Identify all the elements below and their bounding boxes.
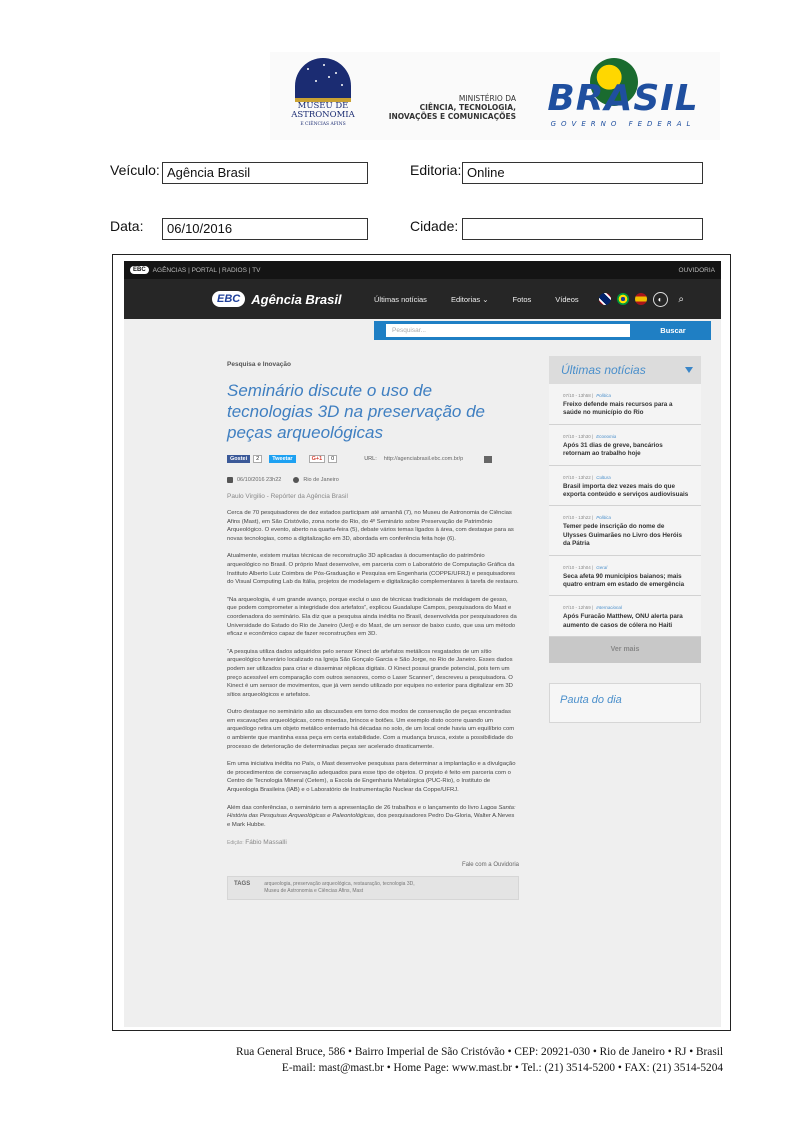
top-links[interactable]: AGÊNCIAS | PORTAL | RADIOS | TV	[152, 266, 261, 274]
museum-name: MUSEU DE ASTRONOMIA	[291, 101, 355, 120]
veiculo-field[interactable]: Agência Brasil	[162, 162, 368, 184]
data-label: Data:	[110, 218, 144, 234]
article-paragraph: “A pesquisa utiliza dados adquiridos pelo sensor Kinect de artefatos metálicos resgatados de um sítio arqueológico funerário localizado na Igreja São Gonçalo Garcia e São Jorge, no Rio de Janeiro. Esses dados podem ser utilizados para criar e disseminar réplicas digitais. O Kinect possui grande potencial, pois tem um preço acessível em comparação com outros sensores, como o Laser Scanner”, descreveu a pesquisadora. O Kinect é um sensor de movimentos, que já vem sendo utilizado por equipes no exterior para digitalizar em 3D sítios arqueológicos e artefatos.	[227, 648, 513, 698]
nav-editorias[interactable]: Editorias ⌄	[450, 294, 489, 304]
news-title[interactable]: Temer pede inscrição do nome de Ulysses Guimarães no Livro dos Heróis da Pátria	[563, 523, 682, 548]
latest-news-header	[549, 356, 701, 384]
article-section[interactable]: Pesquisa e Inovação	[227, 361, 291, 368]
article-paragraph: “Na arqueologia, é um grande avanço, porque exclui o uso de técnicas tradicionais de moldagem de gesso, que podem comprometer a integridade dos artefatos”, explicou Guadalupe Campos, pesquisadora do Mast e coordenadora do seminário. Ela diz que a pesquisa ainda inédita no Brasil, desenvolvida por pesquisadores da Universidade do Estado do Rio de Janeiro (Uerj) e do Mast, de um sensor de baixo custo, que usa um método eficaz e econômico capaz de fazer reconstruções em 3D.	[227, 596, 517, 638]
top-bar	[124, 261, 721, 279]
url-label: URL:	[364, 456, 377, 462]
agencia-brasil-page	[124, 261, 721, 1027]
uk-flag-icon[interactable]	[599, 293, 611, 305]
search-bar	[374, 321, 711, 340]
nav-icons	[599, 292, 689, 307]
article-paragraph: Atualmente, existem muitas técnicas de reconstrução 3D aplicadas à documentação do patrimônio arqueológico no Brasil. O próprio Mast desenvolve, em parceria com o Laboratório de Computação Gráfica da Instituto Alberto Luiz Coimbra de Pós-Graduação e Pesquisa em Engenharia (COPPE/UFRJ) e pesquisadores do Visual Computing Lab da Itália, projetos de modelagem e digitalização complementares à tarefa de restauro.	[227, 553, 519, 586]
cidade-field[interactable]	[462, 218, 703, 240]
search-row	[124, 319, 721, 341]
calendar-icon	[227, 477, 233, 483]
google-plus-button[interactable]: G+1	[309, 455, 326, 463]
nav-ultimas-noticias[interactable]: Últimas notícias	[374, 294, 427, 304]
location-icon	[293, 477, 299, 483]
veiculo-label: Veículo:	[110, 162, 160, 178]
print-icon[interactable]	[484, 456, 492, 463]
search-icon[interactable]: ⌕	[678, 293, 684, 305]
brasil-governo-logo: BRASIL GOVERNO FEDERAL	[538, 56, 708, 136]
news-title[interactable]: Após 31 dias de greve, bancários retornam ao trabalho hoje	[563, 441, 663, 458]
latest-news-title: Últimas notícias	[561, 363, 646, 377]
article-paragraph: Em uma iniciativa inédita no País, o Mast desenvolve pesquisas para determinar a implantação e a divulgação de procedimentos de conservação adequados para esse tipo de objetos. O projeto é feito em parceria com o Centro de Tecnologia Mineral (Cetem), a Escola de Engenharia Metalúrgica (PUC-Rio), o Instituto de Arqueologia Brasileira (IAB) e o Laboratório de Instrumentação Nuclear da Coppe/UFRJ.	[227, 761, 516, 794]
ouvidoria-link[interactable]: OUVIDORIA	[678, 266, 715, 274]
news-title[interactable]: Seca afeta 90 municípios baianos; mais quatro entram em estado de emergência	[563, 572, 685, 589]
filter-icon[interactable]	[685, 367, 693, 373]
news-item[interactable]: 07/10 - 13h04 | Geral Seca afeta 90 municípios baianos; mais quatro entram em estado de emergência	[549, 556, 701, 597]
news-title[interactable]: Brasil importa dez vezes mais do que exporta conteúdo e serviços audiovisuais	[563, 482, 689, 499]
article-headline: Seminário discute o uso de tecnologias 3D na preservação de peças arqueológicas	[227, 381, 485, 442]
ebc-logo: EBC	[212, 291, 245, 307]
google-plus-count: 0	[328, 455, 337, 463]
news-title[interactable]: Após Furacão Matthew, ONU alerta para aumento de casos de cólera no Haiti	[563, 613, 683, 629]
search-button[interactable]: Buscar	[660, 326, 686, 335]
facebook-like-button[interactable]: Gostei	[227, 455, 250, 463]
ver-mais-button[interactable]: Ver mais	[549, 637, 701, 663]
accessibility-icon[interactable]: ◐	[653, 292, 668, 307]
news-item[interactable]: 07/10 - 13h58 | Política Freixo defende mais recursos para a saúde no município do Rio	[549, 384, 701, 425]
ebc-mini-logo[interactable]: EBC	[130, 266, 149, 274]
article-editor: Edição: Fábio Massalli	[227, 839, 287, 847]
news-title[interactable]: Freixo defende mais recursos para a saúde no município do Rio	[563, 401, 673, 417]
nav-fotos[interactable]: Fotos	[512, 294, 532, 304]
article	[227, 351, 519, 900]
article-paragraph: Cerca de 70 pesquisadores de dez estados participam até amanhã (7), no Museu de Astronomia de Ciências Afins (Mast), em São Cristóvão, zona norte do Rio, do 4º Seminário sobre Preservação de Patrimônio Arqueológico. O evento, aberto na quarta-feira (5), debate vários temas ligados à área, com destaque para as novas tecnologias, como a digitalização em 3D, abordada em conferência feita hoje (6).	[227, 510, 514, 542]
letterhead	[270, 52, 720, 140]
book-title: Lagoa Santa: História das Pesquisas Arqueológicas e Paleontológicas	[227, 804, 516, 820]
sidebar	[549, 356, 701, 723]
article-city: Rio de Janeiro	[303, 477, 339, 483]
latest-news-box	[549, 356, 701, 663]
clipping-frame	[112, 254, 731, 1031]
tags-box	[227, 876, 519, 900]
search-input[interactable]: Pesquisar...	[386, 324, 630, 337]
fale-ouvidoria-link[interactable]: Fale com a Ouvidoria	[461, 862, 519, 869]
museum-subtitle: E CIÊNCIAS AFINS	[300, 122, 346, 127]
main-nav	[124, 279, 721, 319]
footer-contact: E-mail: mast@mast.br • Home Page: www.mast.br • Tel.: (21) 3514-5200 • FAX: (21) 3514-5204	[281, 1062, 723, 1074]
article-meta	[227, 477, 519, 483]
tweet-button[interactable]: Tweetar	[269, 455, 295, 463]
editor-name: Fábio Massalli	[245, 839, 287, 847]
letterhead-footer	[180, 1044, 723, 1076]
editoria-label: Editoria:	[410, 162, 462, 178]
tags-list[interactable]: arqueologia, preservação arqueológica, restauração, tecnologia 3D,	[264, 881, 415, 888]
pauta-do-dia-box[interactable]: Pauta do dia	[549, 683, 701, 723]
ministerio-name: MINISTÉRIO DA CIÊNCIA, TECNOLOGIA, INOVAÇÕES E COMUNICAÇÕES	[388, 94, 516, 121]
brand-name: Agência Brasil	[251, 291, 342, 307]
news-item[interactable]: 07/10 - 12h59 | Internacional Após Furacão Matthew, ONU alerta para aumento de casos de cólera no Haiti	[549, 596, 701, 637]
article-date: 06/10/2016 23h22	[237, 477, 282, 483]
article-paragraph: Outro destaque no seminário são as discussões em torno dos modos de conservação de peças encontradas em escavações arqueológicas, como moedas, brincos e botões. Um exemplo disto ocorre quando um arqueólogo retira um objeto metálico enterrado há décadas no solo, de um local onde havia um equilíbrio com o ambiente que mantinha essa peça em certa estabilidade. Com a mudança brusca, existe a possibilidade do processo de deterioração de determinadas peças ser acelerado drasticamente.	[227, 709, 515, 750]
museum-logo	[286, 58, 360, 132]
footer-address: Rua General Bruce, 586 • Bairro Imperial de São Cristóvão • CEP: 20921-030 • Rio de Janeiro • RJ • Brasil	[236, 1046, 723, 1058]
share-bar	[227, 455, 519, 463]
article-paragraph-last: Além das conferências, o seminário tem a apresentação de 26 trabalhos e o lançamento do livro Lagoa Santa: História das Pesquisas Arqueológicas e Paleontológicas, dos pesquisadores Pedro Da-Gloria, Walter A.Neves e Mark Hubbe.	[227, 804, 516, 828]
article-author: Paulo Virgilio - Repórter da Agência Brasil	[227, 493, 348, 500]
facebook-like-count: 2	[253, 455, 262, 463]
editoria-field[interactable]: Online	[462, 162, 703, 184]
spain-flag-icon[interactable]	[635, 293, 647, 305]
tags-label: TAGS	[234, 881, 251, 888]
nav-items	[374, 295, 579, 304]
cidade-label: Cidade:	[410, 218, 459, 234]
news-item[interactable]: 07/10 - 13h22 | Cultura Brasil importa dez vezes mais do que exporta conteúdo e serviços audiovisuais	[549, 466, 701, 507]
tags-list[interactable]: Museu de Astronomia e Ciências Afins, Mast	[264, 888, 364, 895]
news-item[interactable]: 07/10 - 13h22 | Política Temer pede inscrição do nome de Ulysses Guimarães no Livro dos Heróis da Pátria	[549, 506, 701, 555]
site-brand[interactable]	[212, 291, 370, 307]
nav-videos[interactable]: Vídeos	[555, 294, 579, 304]
brazil-flag-icon[interactable]	[617, 293, 629, 305]
url-value[interactable]: http://agenciabrasil.ebc.com.br/p	[383, 456, 464, 462]
observatory-dome-icon	[295, 58, 351, 98]
news-item[interactable]: 07/10 - 13h30 | Economia Após 31 dias de greve, bancários retornam ao trabalho hoje	[549, 425, 701, 466]
data-field[interactable]: 06/10/2016	[162, 218, 368, 240]
